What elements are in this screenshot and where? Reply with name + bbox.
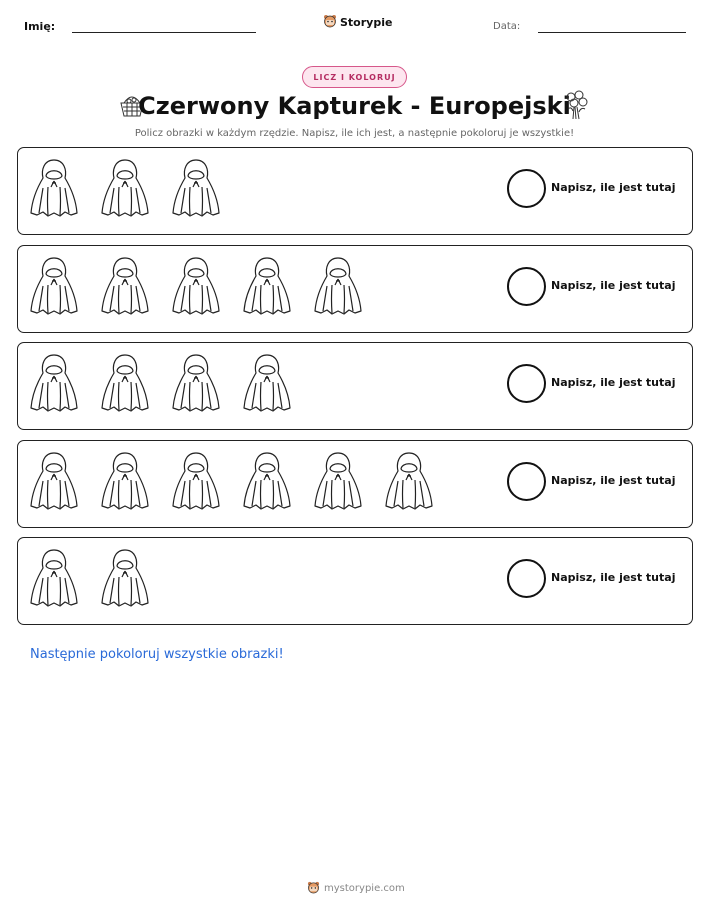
answer-label: Napisz, ile jest tutaj	[551, 376, 676, 389]
date-field-line[interactable]	[538, 32, 686, 33]
instructions: Policz obrazki w każdym rzędzie. Napisz, ile ich jest, a następnie pokoloruj je wszystkie!	[134, 128, 575, 139]
answer-circle[interactable]	[507, 462, 546, 501]
brand-name: Storypie	[340, 16, 393, 29]
answer-circle[interactable]	[507, 559, 546, 598]
answer-label: Napisz, ile jest tutaj	[551, 571, 676, 584]
red-riding-hood-cape-icon	[29, 547, 79, 609]
answer-circle[interactable]	[507, 169, 546, 208]
counting-row	[17, 342, 693, 430]
counting-row	[17, 537, 693, 625]
flower-bouquet-icon	[561, 89, 591, 125]
red-riding-hood-cape-icon	[29, 157, 79, 219]
footer-brand	[307, 879, 405, 898]
red-riding-hood-cape-icon	[100, 450, 150, 512]
page-title: Czerwony Kapturek - Europejski	[138, 92, 571, 120]
red-riding-hood-cape-icon	[384, 450, 434, 512]
red-riding-hood-cape-icon	[171, 450, 221, 512]
red-riding-hood-cape-icon	[29, 255, 79, 317]
red-riding-hood-cape-icon	[313, 450, 363, 512]
red-riding-hood-cape-icon	[100, 547, 150, 609]
counting-row	[17, 440, 693, 528]
coloring-instruction: Następnie pokoloruj wszystkie obrazki!	[30, 647, 284, 662]
storypie-mascot-icon	[323, 13, 337, 32]
answer-label: Napisz, ile jest tutaj	[551, 279, 676, 292]
red-riding-hood-cape-icon	[29, 352, 79, 414]
red-riding-hood-cape-icon	[242, 450, 292, 512]
red-riding-hood-cape-icon	[313, 255, 363, 317]
answer-label: Napisz, ile jest tutaj	[551, 181, 676, 194]
red-riding-hood-cape-icon	[242, 255, 292, 317]
red-riding-hood-cape-icon	[171, 157, 221, 219]
answer-label: Napisz, ile jest tutaj	[551, 474, 676, 487]
red-riding-hood-cape-icon	[100, 157, 150, 219]
counting-row	[17, 147, 693, 235]
storypie-mascot-icon	[307, 879, 320, 898]
red-riding-hood-cape-icon	[242, 352, 292, 414]
red-riding-hood-cape-icon	[100, 255, 150, 317]
activity-badge: LICZ I KOLORUJ	[302, 66, 407, 88]
red-riding-hood-cape-icon	[171, 352, 221, 414]
name-label: Imię:	[24, 20, 56, 33]
brand-logo	[323, 13, 392, 32]
name-field-line[interactable]	[72, 32, 256, 33]
footer-url: mystorypie.com	[324, 883, 405, 894]
date-label: Data:	[493, 21, 521, 32]
red-riding-hood-cape-icon	[100, 352, 150, 414]
red-riding-hood-cape-icon	[29, 450, 79, 512]
answer-circle[interactable]	[507, 364, 546, 403]
answer-circle[interactable]	[507, 267, 546, 306]
counting-row	[17, 245, 693, 333]
red-riding-hood-cape-icon	[171, 255, 221, 317]
